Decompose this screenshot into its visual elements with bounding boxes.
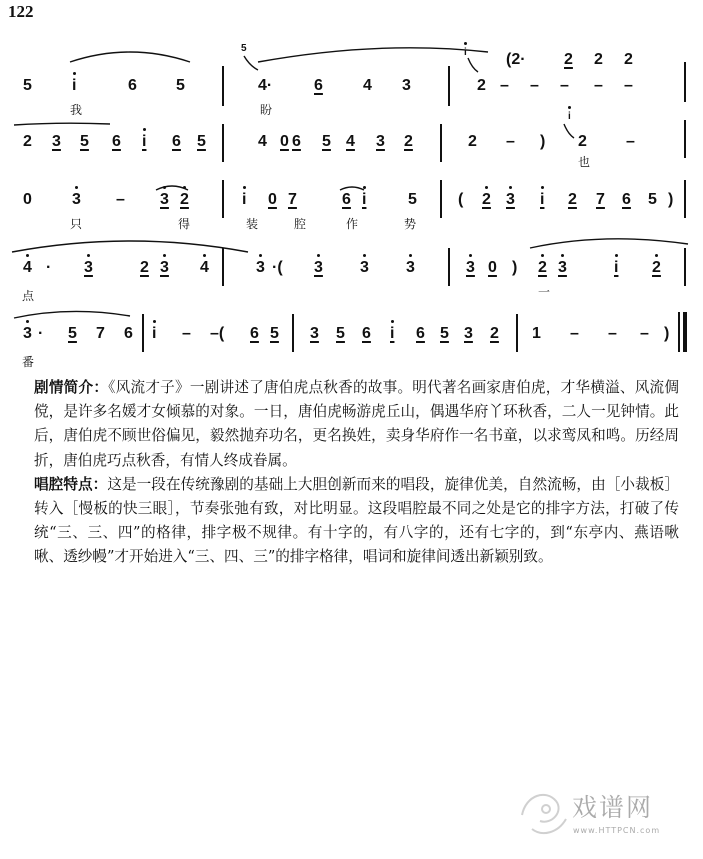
note: 3 xyxy=(464,325,473,342)
note: ·( xyxy=(272,259,283,276)
note: ) xyxy=(664,325,670,342)
note: 7 xyxy=(96,325,105,342)
feature-paragraph xyxy=(34,473,679,570)
note: 6 xyxy=(362,325,371,342)
note: 3 xyxy=(52,133,61,150)
note: 4 xyxy=(200,259,209,276)
note: i xyxy=(540,191,545,208)
watermark-url: www.HTTPCN.com xyxy=(573,826,661,835)
note: – xyxy=(506,133,515,150)
note: 3 xyxy=(466,259,475,276)
note: 2 xyxy=(404,133,413,150)
note: i xyxy=(152,325,157,342)
lyric: 腔 xyxy=(294,217,307,231)
lyric: 得 xyxy=(178,217,191,231)
note: 3 xyxy=(402,77,411,94)
grace-note: i xyxy=(568,111,571,122)
bar-line xyxy=(142,314,144,352)
note: 5 xyxy=(197,133,206,150)
note: 5 xyxy=(270,325,279,342)
bar-line xyxy=(684,248,686,286)
note: 3 xyxy=(406,259,415,276)
note: 2 xyxy=(477,77,486,94)
page-number: 122 xyxy=(8,2,34,21)
plot-text: 《风流才子》一剧讲述了唐伯虎点秋香的故事。明代著名画家唐伯虎，才华横溢、风流倜傥，是许多名媛才女倾慕的对象。一日，唐伯虎畅游虎丘山，偶遇华府丫环秋香，二人一见钟情。此后，唐伯虎不顾世俗偏见，毅然抛弃功名，更名换姓，卖身华府作一名书童，以求鸾凤和鸣。历经周折，唐伯虎巧点秋香，有情人终成眷属。 xyxy=(34,379,679,469)
lyric: 装 xyxy=(246,217,259,231)
note: 3 xyxy=(558,259,567,276)
note: 3 xyxy=(506,191,515,208)
note: 2 xyxy=(652,259,661,276)
note: 2 xyxy=(490,325,499,342)
note: · xyxy=(38,325,44,342)
note: 6 xyxy=(314,77,323,94)
note: (2· xyxy=(506,51,526,68)
note: 4 xyxy=(363,77,372,94)
note: i xyxy=(390,325,395,342)
note: – xyxy=(626,133,635,150)
note: i xyxy=(242,191,247,208)
bar-line xyxy=(440,124,442,162)
note: 0 xyxy=(23,191,32,208)
note: 6 xyxy=(416,325,425,342)
note: 4 xyxy=(258,133,267,150)
note: 2 xyxy=(624,51,633,68)
note: 3 xyxy=(310,325,319,342)
lyric: 作 xyxy=(346,217,359,231)
lyric: 盼 xyxy=(260,103,273,117)
note: 2 xyxy=(468,133,477,150)
final-bar-thick xyxy=(683,312,687,352)
note: – xyxy=(560,77,569,94)
note: – xyxy=(570,325,579,342)
note: 6 xyxy=(172,133,181,150)
description-text xyxy=(34,376,679,570)
bar-line xyxy=(448,248,450,286)
bar-line xyxy=(684,180,686,218)
note: – xyxy=(500,77,509,94)
lyric: 只 xyxy=(70,217,83,231)
bar-line xyxy=(516,314,518,352)
note: 6 xyxy=(112,133,121,150)
bar-line xyxy=(448,66,450,106)
lyric: 点 xyxy=(22,289,35,303)
note: – xyxy=(530,77,539,94)
feature-text: 这是一段在传统豫剧的基础上大胆创新而来的唱段，旋律优美，自然流畅，由［小裁板］转入［慢板的快三眼］，节奏张弛有致，对比明显。这段唱腔最不同之处是它的排字方法，打破了传统“三、三、四”的格律，排字极不规律。有十字的，有八字的，还有七字的，到“东亭内、燕语啾啾、透纱幔”才开始进入“三、四、三”的排字格律，唱词和旋律间透出新颖别致。 xyxy=(34,475,679,566)
note: 2 xyxy=(578,133,587,150)
lyric: 势 xyxy=(404,217,417,231)
lyric: 我 xyxy=(70,103,83,117)
note: – xyxy=(608,325,617,342)
note: 2 xyxy=(538,259,547,276)
lyric: 一 xyxy=(538,285,551,299)
bar-line xyxy=(222,180,224,218)
note: 7 xyxy=(288,191,297,208)
note: 0 xyxy=(488,259,497,276)
bar-line xyxy=(222,248,224,286)
note: ) xyxy=(668,191,674,208)
note: 3 xyxy=(160,259,169,276)
note: 6 xyxy=(250,325,259,342)
note: 3 xyxy=(84,259,93,276)
note: · xyxy=(46,259,52,276)
note: 5 xyxy=(23,77,32,94)
note: 3 xyxy=(72,191,81,208)
bar-line xyxy=(222,124,224,162)
grace-note: 5 xyxy=(241,43,247,54)
plot-heading: 剧情简介： xyxy=(34,379,109,396)
note: 5 xyxy=(80,133,89,150)
note: – xyxy=(640,325,649,342)
note: 0 xyxy=(268,191,277,208)
note: 5 xyxy=(648,191,657,208)
bar-line xyxy=(684,120,686,158)
note: 6 xyxy=(124,325,133,342)
note: ( xyxy=(458,191,464,208)
note: 5 xyxy=(176,77,185,94)
note: 4· xyxy=(258,77,273,94)
bar-line xyxy=(684,62,686,102)
note: 4 xyxy=(23,259,32,276)
note: – xyxy=(116,191,125,208)
note: 3 xyxy=(314,259,323,276)
note: – xyxy=(594,77,603,94)
note: 2 xyxy=(594,51,603,68)
note: 2 xyxy=(180,191,189,208)
note: 2 xyxy=(140,259,149,276)
watermark-text: 戏谱网 xyxy=(572,793,654,822)
note: 0 xyxy=(280,133,289,150)
note: –( xyxy=(210,325,225,342)
note: 5 xyxy=(322,133,331,150)
bar-line xyxy=(222,66,224,106)
note: 6 xyxy=(128,77,137,94)
note: 6 xyxy=(342,191,351,208)
note: 3 xyxy=(376,133,385,150)
note: i xyxy=(72,77,77,94)
bar-line xyxy=(292,314,294,352)
note: i xyxy=(614,259,619,276)
note: 2 xyxy=(568,191,577,208)
note: i xyxy=(142,133,147,150)
note: 5 xyxy=(68,325,77,342)
note: 3 xyxy=(360,259,369,276)
note: 3 xyxy=(23,325,32,342)
final-bar-thin xyxy=(678,312,680,352)
note: 1 xyxy=(532,325,541,342)
plot-paragraph xyxy=(34,376,679,473)
note: 5 xyxy=(408,191,417,208)
note: 2 xyxy=(23,133,32,150)
note: – xyxy=(624,77,633,94)
note: – xyxy=(182,325,191,342)
note: 6 xyxy=(622,191,631,208)
note: 5 xyxy=(336,325,345,342)
note: 3 xyxy=(160,191,169,208)
note: ) xyxy=(512,259,518,276)
note: 2 xyxy=(482,191,491,208)
bar-line xyxy=(440,180,442,218)
lyric: 也 xyxy=(578,155,591,169)
grace-note: i xyxy=(464,47,467,58)
feature-heading: 唱腔特点： xyxy=(34,475,108,493)
note: i xyxy=(362,191,367,208)
note: 4 xyxy=(346,133,355,150)
note: 3 xyxy=(256,259,265,276)
note: 5 xyxy=(440,325,449,342)
note: 7 xyxy=(596,191,605,208)
note: ) xyxy=(540,133,546,150)
lyric: 番 xyxy=(22,355,35,369)
note: 6 xyxy=(292,133,301,150)
note: 2 xyxy=(564,51,573,68)
